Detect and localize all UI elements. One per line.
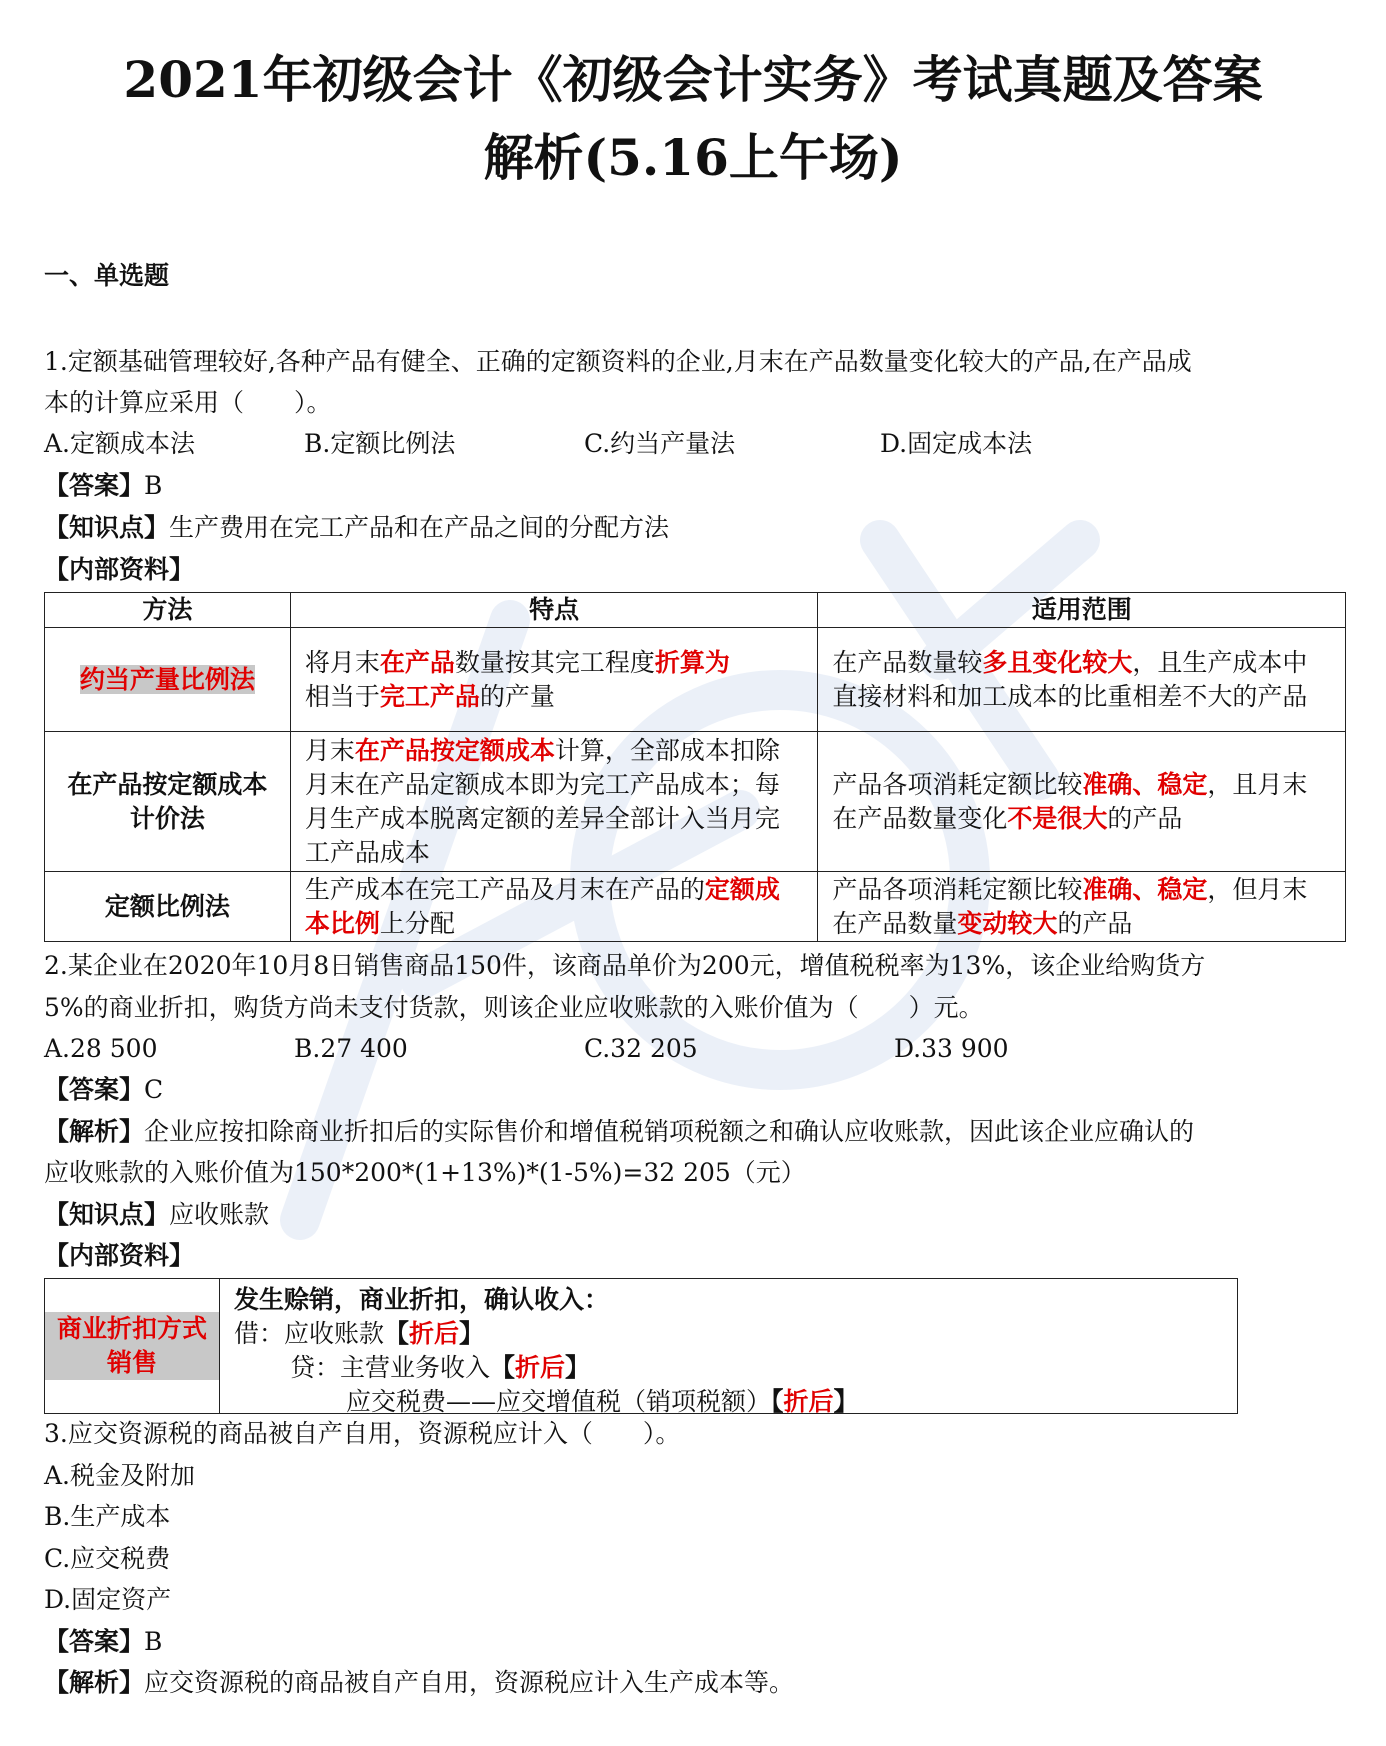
- journal-box-label: 商业折扣方式销售: [45, 1279, 220, 1413]
- table-cell-method: 在产品按定额成本计价法: [45, 732, 291, 872]
- q2-internal-label: 【内部资料】: [44, 1241, 195, 1270]
- q3-option-d: D.固定资产: [44, 1585, 172, 1614]
- q3-option-c: C.应交税费: [44, 1544, 171, 1573]
- journal-box-content: [220, 1279, 1237, 1416]
- journal-credit-line1: 贷：主营业务收入【折后】: [290, 1353, 591, 1382]
- table-cell-scope: 产品各项消耗定额比较准确、稳定，且月末在产品数量变化不是很大的产品: [818, 732, 1346, 872]
- journal-credit-line2: 应交税费——应交增值税（销项税额）【折后】: [346, 1387, 859, 1416]
- table-row: [45, 628, 1346, 732]
- document-title-line1: 2021年初级会计《初级会计实务》考试真题及答案: [123, 50, 1263, 109]
- q1-stem-line1: 1.定额基础管理较好,各种产品有健全、正确的定额资料的企业,月末在产品数量变化较大的产品,在产品成: [44, 347, 1192, 376]
- table-cell-scope: 在产品数量较多且变化较大，且生产成本中直接材料和加工成本的比重相差不大的产品: [818, 628, 1346, 732]
- q1-answer: 【答案】B: [44, 471, 163, 500]
- q1-option-c: C.约当产量法: [584, 429, 736, 458]
- q1-method-table: [44, 592, 1346, 942]
- document-title-line2: 解析(5.16上午场): [483, 128, 903, 187]
- table-cell-method: 约当产量比例法: [45, 628, 291, 732]
- q1-option-a: A.定额成本法: [44, 429, 196, 458]
- table-row: [45, 732, 1346, 872]
- q3-option-a: A.税金及附加: [44, 1461, 196, 1490]
- q3-stem: 3.应交资源税的商品被自产自用，资源税应计入（ ）。: [44, 1419, 681, 1448]
- q2-answer: 【答案】C: [44, 1075, 164, 1104]
- section-heading: 一、单选题: [44, 261, 170, 290]
- q3-answer: 【答案】B: [44, 1627, 163, 1656]
- table-row: [45, 872, 1346, 942]
- q2-option-d: D.33 900: [894, 1034, 1009, 1063]
- journal-debit-line: 借：应收账款【折后】: [234, 1319, 485, 1348]
- q1-option-d: D.固定成本法: [880, 429, 1033, 458]
- q2-journal-box: [44, 1278, 1238, 1414]
- q2-knowledge-point: 【知识点】应收账款: [44, 1200, 270, 1229]
- table-header-row: [45, 593, 1346, 628]
- q1-option-b: B.定额比例法: [304, 429, 456, 458]
- table-header-method: 方法: [45, 593, 291, 628]
- q2-stem-line1: 2.某企业在2020年10月8日销售商品150件，该商品单价为200元，增值税税率为13%，该企业给购货方: [44, 951, 1206, 980]
- q2-option-c: C.32 205: [584, 1034, 698, 1063]
- q3-option-b: B.生产成本: [44, 1502, 171, 1531]
- journal-title: 发生赊销，商业折扣，确认收入：: [234, 1285, 610, 1314]
- table-cell-feature: 生产成本在完工产品及月末在产品的定额成本比例上分配: [290, 872, 818, 942]
- table-cell-feature: 月末在产品按定额成本计算，全部成本扣除月末在产品定额成本即为完工产品成本；每月生产成本脱离定额的差异全部计入当月完工产品成本: [290, 732, 818, 872]
- q2-option-a: A.28 500: [44, 1034, 158, 1063]
- q2-analysis-line1: 【解析】企业应按扣除商业折扣后的实际售价和增值税销项税额之和确认应收账款，因此该企业应确认的: [44, 1117, 1195, 1146]
- table-cell-feature: 将月末在产品数量按其完工程度折算为 相当于完工产品的产量: [290, 628, 818, 732]
- table-header-scope: 适用范围: [818, 593, 1346, 628]
- q3-analysis: 【解析】应交资源税的商品被自产自用，资源税应计入生产成本等。: [44, 1668, 795, 1697]
- table-header-feature: 特点: [290, 593, 818, 628]
- q2-analysis-line2: 应收账款的入账价值为150*200*(1+13%)*(1-5%)=32 205（元）: [44, 1158, 806, 1187]
- q1-knowledge-point: 【知识点】生产费用在完工产品和在产品之间的分配方法: [44, 513, 670, 542]
- table-cell-method: 定额比例法: [45, 872, 291, 942]
- q2-option-b: B.27 400: [294, 1034, 408, 1063]
- q1-stem-line2: 本的计算应采用（ ）。: [44, 388, 332, 417]
- q1-internal-label: 【内部资料】: [44, 555, 195, 584]
- table-cell-scope: 产品各项消耗定额比较准确、稳定，但月末在产品数量变动较大的产品: [818, 872, 1346, 942]
- q2-stem-line2: 5%的商业折扣，购货方尚未支付货款，则该企业应收账款的入账价值为（ ）元。: [44, 993, 984, 1022]
